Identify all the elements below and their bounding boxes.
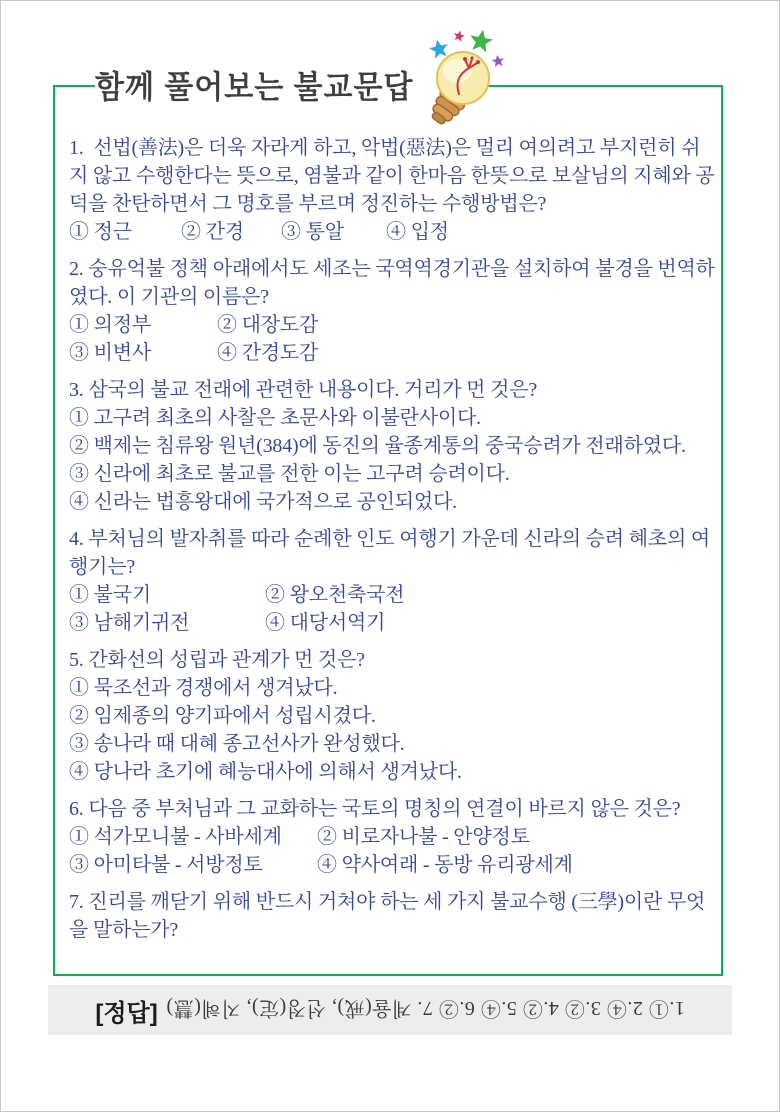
lightbulb-icon: [419, 28, 523, 128]
option: ① 불국기: [69, 584, 151, 606]
option: ③ 아미타불 - 서방정토: [69, 854, 263, 876]
question-1: [69, 134, 719, 246]
question-options: [69, 311, 719, 367]
option: ① 정근: [69, 221, 132, 243]
option: ④ 약사여래 - 동방 유리광세계: [317, 854, 573, 876]
option: ④ 신라는 법흥왕대에 국가적으로 공인되었다.: [69, 491, 457, 513]
question-text: 7. 진리를 깨닫기 위해 반드시 거쳐야 하는 세 가지 불교수행 (三學)이란 무엇을 말하는가?: [69, 891, 706, 941]
answer-key-text: 1.① 2.④ 3.② 4.② 5.④ 6.② 7. 계율(戒), 선정(定), 지혜(慧): [165, 996, 685, 1019]
question-text: 4. 부처님의 발자취를 따라 순례한 인도 여행기 가운데 신라의 승려 혜초의 여행기는?: [69, 528, 710, 578]
option: ② 비로자나불 - 안양정토: [317, 826, 530, 848]
header: [95, 35, 457, 133]
option: ③ 송나라 때 대혜 종고선사가 완성했다.: [69, 733, 405, 755]
option: ② 대장도감: [217, 314, 319, 336]
option: ① 석가모니불 - 사바세계: [69, 826, 282, 848]
question-text: 1. 선법(善法)은 더욱 자라게 하고, 악법(惡法)은 멀리 여의려고 부지런히 쉬지 않고 수행한다는 뜻으로, 염불과 같이 한마음 한뜻으로 보살님의 지혜와 공덕을 찬탄하면서 그 명호를 부르며 정진하는 수행방법은?: [69, 137, 715, 215]
option: ① 묵조선과 경쟁에서 생겨났다.: [69, 677, 338, 699]
question-6: [69, 795, 719, 879]
answer-key-label: [정답]: [95, 999, 158, 1027]
option: ③ 통알: [281, 221, 344, 243]
page-title: 함께 풀어보는 불교문답: [95, 70, 414, 105]
option: ② 백제는 침류왕 원년(384)에 동진의 율종계통의 중국승려가 전래하였다.: [69, 435, 686, 457]
question-options: [69, 823, 719, 879]
option: ④ 간경도감: [217, 342, 319, 364]
option: ① 고구려 최초의 사찰은 초문사와 이불란사이다.: [69, 407, 481, 429]
option: ② 간경: [181, 221, 244, 243]
question-options: [69, 674, 719, 786]
question-text: 6. 다음 중 부처님과 그 교화하는 국토의 명칭의 연결이 바르지 않은 것은?: [69, 798, 681, 820]
question-text: 5. 간화선의 성립과 관계가 먼 것은?: [69, 649, 365, 671]
option: ④ 입정: [386, 221, 449, 243]
question-options: [69, 581, 719, 637]
blue-star-icon: [428, 38, 450, 60]
option: ③ 남해기귀전: [69, 612, 190, 634]
question-options: [69, 404, 719, 516]
pink-star-icon: [453, 29, 466, 42]
questions-area: [69, 134, 719, 953]
question-text: 3. 삼국의 불교 전래에 관련한 내용이다. 거리가 먼 것은?: [69, 379, 537, 401]
question-options: [69, 218, 719, 246]
question-7: [69, 888, 719, 944]
answer-strip: [48, 985, 732, 1035]
question-5: [69, 646, 719, 786]
option: ② 왕오천축국전: [265, 584, 405, 606]
question-4: [69, 525, 719, 637]
purple-star-icon: [491, 54, 505, 67]
question-text: 2. 숭유억불 정책 아래에서도 세조는 국역역경기관을 설치하여 불경을 번역하였다. 이 기관의 이름은?: [69, 258, 715, 308]
option: ① 의정부: [69, 314, 151, 336]
question-2: [69, 255, 719, 367]
green-star-icon: [468, 28, 494, 53]
option: ③ 신라에 최초로 불교를 전한 이는 고구려 승려이다.: [69, 463, 510, 485]
option: ④ 당나라 초기에 혜능대사에 의해서 생겨났다.: [69, 761, 462, 783]
option: ④ 대당서역기: [265, 612, 386, 634]
option: ③ 비변사: [69, 342, 151, 364]
option: ② 임제종의 양기파에서 성립시겼다.: [69, 705, 376, 727]
question-3: [69, 376, 719, 516]
